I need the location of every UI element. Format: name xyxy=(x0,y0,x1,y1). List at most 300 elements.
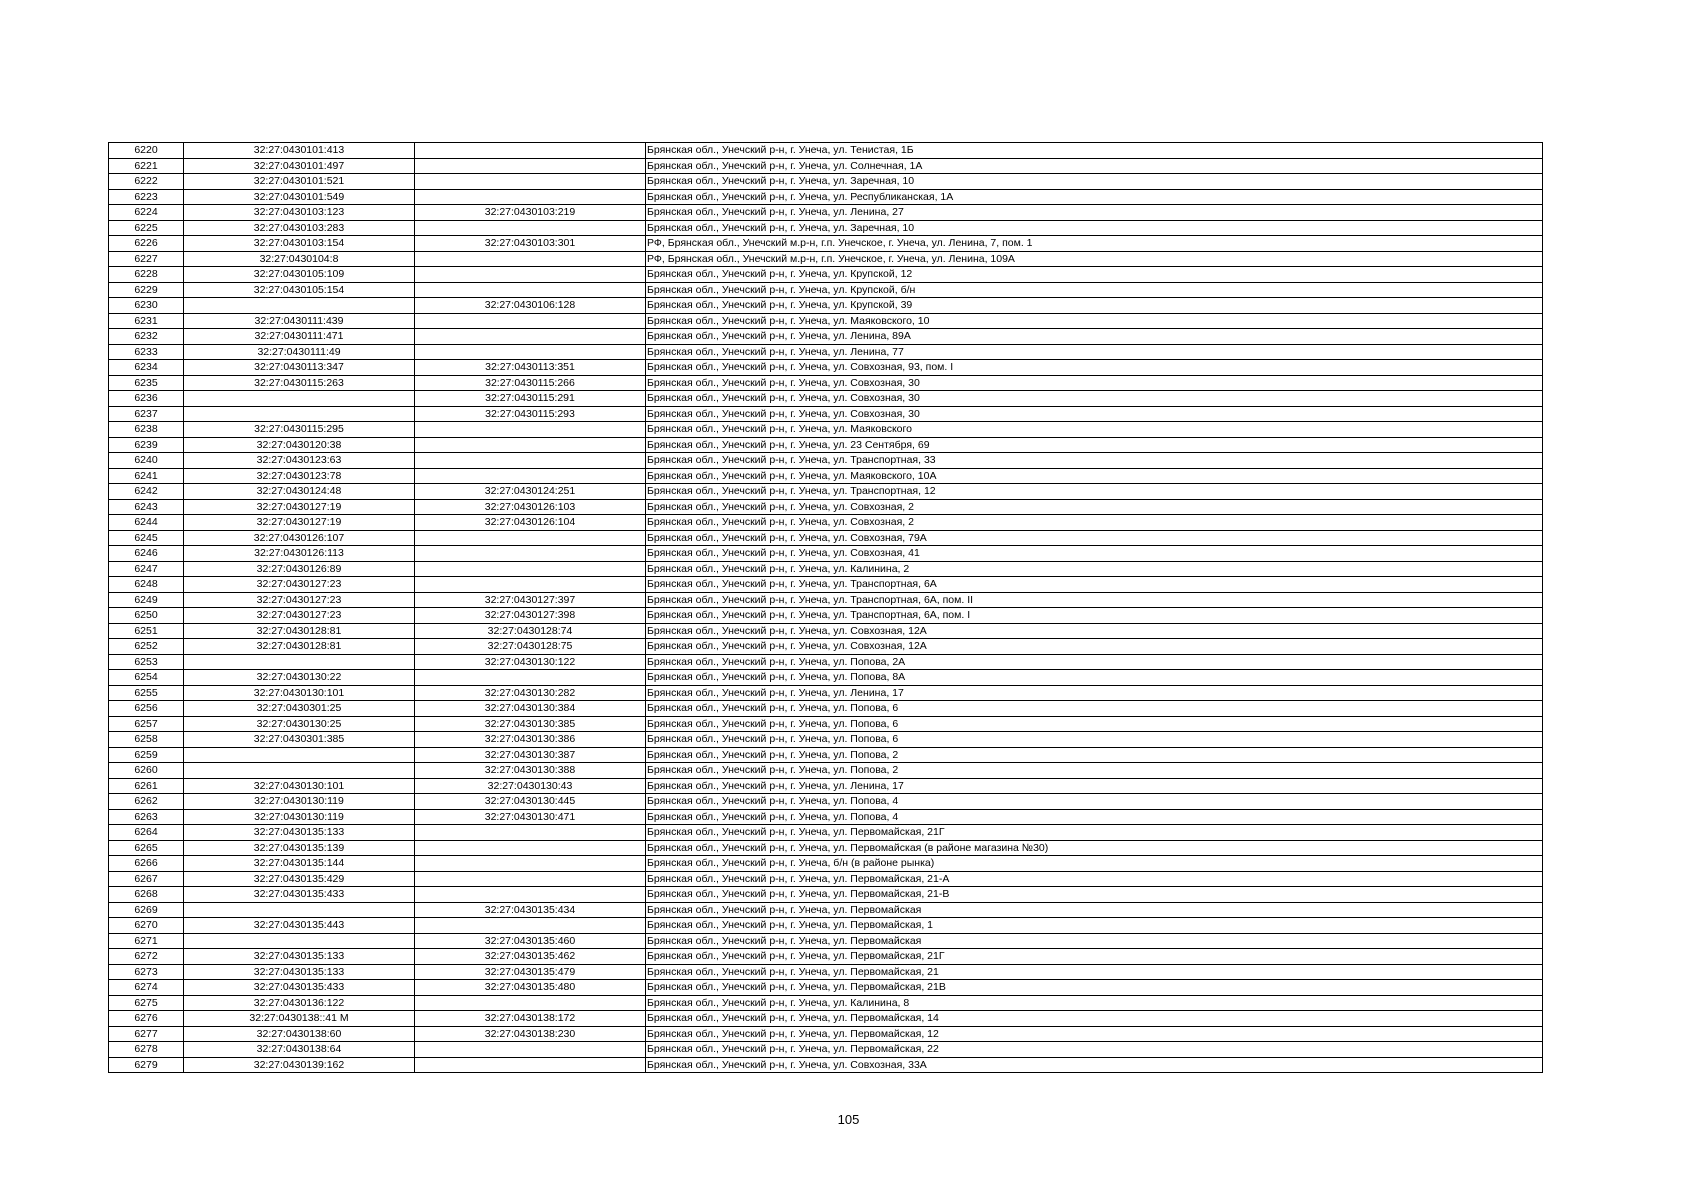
row-number-cell: 6273 xyxy=(109,964,184,980)
address-cell: Брянская обл., Унечский р-н, г. Унеча, ул. Маяковского, 10 xyxy=(646,313,1543,329)
table-row xyxy=(109,623,1543,639)
table-row xyxy=(109,918,1543,934)
related-cadastral-number-cell xyxy=(415,468,646,484)
related-cadastral-number-cell: 32:27:0430124:251 xyxy=(415,484,646,500)
related-cadastral-number-cell xyxy=(415,143,646,159)
address-cell: Брянская обл., Унечский р-н, г. Унеча, ул. Попова, 6 xyxy=(646,716,1543,732)
address-cell: Брянская обл., Унечский р-н, г. Унеча, ул. Первомайская xyxy=(646,902,1543,918)
related-cadastral-number-cell: 32:27:0430130:122 xyxy=(415,654,646,670)
related-cadastral-number-cell: 32:27:0430115:266 xyxy=(415,375,646,391)
related-cadastral-number-cell: 32:27:0430135:460 xyxy=(415,933,646,949)
address-cell: Брянская обл., Унечский р-н, г. Унеча, ул. Первомайская, 21-В xyxy=(646,887,1543,903)
row-number-cell: 6258 xyxy=(109,732,184,748)
table-row xyxy=(109,1011,1543,1027)
related-cadastral-number-cell xyxy=(415,995,646,1011)
row-number-cell: 6238 xyxy=(109,422,184,438)
related-cadastral-number-cell: 32:27:0430130:282 xyxy=(415,685,646,701)
table-row xyxy=(109,375,1543,391)
row-number-cell: 6243 xyxy=(109,499,184,515)
cadastral-number-cell: 32:27:0430135:133 xyxy=(184,949,415,965)
table-row xyxy=(109,546,1543,562)
address-cell: Брянская обл., Унечский р-н, г. Унеча, ул. Маяковского xyxy=(646,422,1543,438)
table-row xyxy=(109,856,1543,872)
related-cadastral-number-cell xyxy=(415,577,646,593)
cadastral-number-cell: 32:27:0430101:521 xyxy=(184,174,415,190)
cadastral-number-cell xyxy=(184,902,415,918)
cadastral-number-cell: 32:27:0430105:154 xyxy=(184,282,415,298)
address-cell: Брянская обл., Унечский р-н, г. Унеча, ул. Попова, 2 xyxy=(646,747,1543,763)
table-row xyxy=(109,468,1543,484)
row-number-cell: 6240 xyxy=(109,453,184,469)
related-cadastral-number-cell: 32:27:0430138:172 xyxy=(415,1011,646,1027)
table-row xyxy=(109,577,1543,593)
related-cadastral-number-cell xyxy=(415,422,646,438)
row-number-cell: 6272 xyxy=(109,949,184,965)
address-cell: Брянская обл., Унечский р-н, г. Унеча, ул. Совхозная, 93, пом. I xyxy=(646,360,1543,376)
related-cadastral-number-cell xyxy=(415,453,646,469)
register-table xyxy=(108,142,1543,1073)
table-row xyxy=(109,670,1543,686)
related-cadastral-number-cell: 32:27:0430103:301 xyxy=(415,236,646,252)
related-cadastral-number-cell: 32:27:0430115:291 xyxy=(415,391,646,407)
address-cell: Брянская обл., Унечский р-н, г. Унеча, ул. Первомайская, 14 xyxy=(646,1011,1543,1027)
address-cell: Брянская обл., Унечский р-н, г. Унеча, ул. Совхозная, 33А xyxy=(646,1057,1543,1073)
address-cell: Брянская обл., Унечский р-н, г. Унеча, ул. Транспортная, 12 xyxy=(646,484,1543,500)
row-number-cell: 6254 xyxy=(109,670,184,686)
address-cell: Брянская обл., Унечский р-н, г. Унеча, ул. Первомайская (в районе магазина №30) xyxy=(646,840,1543,856)
related-cadastral-number-cell: 32:27:0430130:445 xyxy=(415,794,646,810)
related-cadastral-number-cell xyxy=(415,282,646,298)
table-row xyxy=(109,592,1543,608)
related-cadastral-number-cell xyxy=(415,329,646,345)
related-cadastral-number-cell xyxy=(415,158,646,174)
table-row xyxy=(109,406,1543,422)
cadastral-number-cell: 32:27:0430135:133 xyxy=(184,825,415,841)
related-cadastral-number-cell xyxy=(415,251,646,267)
table-row xyxy=(109,887,1543,903)
row-number-cell: 6268 xyxy=(109,887,184,903)
address-cell: Брянская обл., Унечский р-н, г. Унеча, ул. Тенистая, 1Б xyxy=(646,143,1543,159)
related-cadastral-number-cell: 32:27:0430130:386 xyxy=(415,732,646,748)
address-cell: Брянская обл., Унечский р-н, г. Унеча, ул. Заречная, 10 xyxy=(646,174,1543,190)
table-row xyxy=(109,701,1543,717)
cadastral-number-cell: 32:27:0430130:22 xyxy=(184,670,415,686)
row-number-cell: 6250 xyxy=(109,608,184,624)
related-cadastral-number-cell xyxy=(415,670,646,686)
related-cadastral-number-cell xyxy=(415,1057,646,1073)
related-cadastral-number-cell xyxy=(415,313,646,329)
row-number-cell: 6264 xyxy=(109,825,184,841)
cadastral-number-cell: 32:27:0430111:49 xyxy=(184,344,415,360)
row-number-cell: 6275 xyxy=(109,995,184,1011)
table-row xyxy=(109,391,1543,407)
row-number-cell: 6247 xyxy=(109,561,184,577)
related-cadastral-number-cell: 32:27:0430103:219 xyxy=(415,205,646,221)
related-cadastral-number-cell: 32:27:0430135:479 xyxy=(415,964,646,980)
row-number-cell: 6279 xyxy=(109,1057,184,1073)
table-row xyxy=(109,1026,1543,1042)
row-number-cell: 6236 xyxy=(109,391,184,407)
cadastral-number-cell: 32:27:0430111:471 xyxy=(184,329,415,345)
table-row xyxy=(109,561,1543,577)
cadastral-number-cell xyxy=(184,406,415,422)
table-row xyxy=(109,825,1543,841)
cadastral-number-cell: 32:27:0430115:295 xyxy=(184,422,415,438)
related-cadastral-number-cell xyxy=(415,887,646,903)
row-number-cell: 6277 xyxy=(109,1026,184,1042)
cadastral-number-cell: 32:27:0430123:63 xyxy=(184,453,415,469)
cadastral-number-cell: 32:27:0430138:60 xyxy=(184,1026,415,1042)
address-cell: Брянская обл., Унечский р-н, г. Унеча, ул. Маяковского, 10А xyxy=(646,468,1543,484)
address-cell: Брянская обл., Унечский р-н, г. Унеча, ул. Первомайская, 12 xyxy=(646,1026,1543,1042)
related-cadastral-number-cell: 32:27:0430126:104 xyxy=(415,515,646,531)
row-number-cell: 6222 xyxy=(109,174,184,190)
address-cell: Брянская обл., Унечский р-н, г. Унеча, ул. Первомайская, 21Г xyxy=(646,949,1543,965)
address-cell: РФ, Брянская обл., Унечский м.р-н, г.п. Унечское, г. Унеча, ул. Ленина, 7, пом. 1 xyxy=(646,236,1543,252)
cadastral-number-cell: 32:27:0430126:89 xyxy=(184,561,415,577)
table-row xyxy=(109,220,1543,236)
cadastral-number-cell: 32:27:0430135:433 xyxy=(184,887,415,903)
related-cadastral-number-cell: 32:27:0430113:351 xyxy=(415,360,646,376)
related-cadastral-number-cell: 32:27:0430135:434 xyxy=(415,902,646,918)
table-row xyxy=(109,453,1543,469)
address-cell: Брянская обл., Унечский р-н, г. Унеча, ул. 23 Сентября, 69 xyxy=(646,437,1543,453)
address-cell: Брянская обл., Унечский р-н, г. Унеча, ул. Попова, 6 xyxy=(646,732,1543,748)
table-row xyxy=(109,639,1543,655)
address-cell: Брянская обл., Унечский р-н, г. Унеча, ул. Попова, 6 xyxy=(646,701,1543,717)
cadastral-number-cell: 32:27:0430130:101 xyxy=(184,685,415,701)
cadastral-number-cell xyxy=(184,933,415,949)
table-row xyxy=(109,143,1543,159)
address-cell: Брянская обл., Унечский р-н, г. Унеча, ул. Совхозная, 12А xyxy=(646,639,1543,655)
table-row xyxy=(109,437,1543,453)
cadastral-number-cell xyxy=(184,298,415,314)
cadastral-number-cell: 32:27:0430126:107 xyxy=(184,530,415,546)
table-row xyxy=(109,251,1543,267)
related-cadastral-number-cell xyxy=(415,174,646,190)
table-row xyxy=(109,949,1543,965)
related-cadastral-number-cell xyxy=(415,871,646,887)
cadastral-number-cell: 32:27:0430104:8 xyxy=(184,251,415,267)
table-row xyxy=(109,158,1543,174)
cadastral-number-cell: 32:27:0430101:549 xyxy=(184,189,415,205)
related-cadastral-number-cell: 32:27:0430128:75 xyxy=(415,639,646,655)
row-number-cell: 6261 xyxy=(109,778,184,794)
cadastral-number-cell: 32:27:0430135:429 xyxy=(184,871,415,887)
cadastral-number-cell: 32:27:0430138:64 xyxy=(184,1042,415,1058)
address-cell: Брянская обл., Унечский р-н, г. Унеча, ул. Совхозная, 30 xyxy=(646,375,1543,391)
address-cell: Брянская обл., Унечский р-н, г. Унеча, ул. Транспортная, 33 xyxy=(646,453,1543,469)
row-number-cell: 6252 xyxy=(109,639,184,655)
table-row xyxy=(109,747,1543,763)
related-cadastral-number-cell: 32:27:0430130:43 xyxy=(415,778,646,794)
address-cell: Брянская обл., Унечский р-н, г. Унеча, ул. Ленина, 17 xyxy=(646,685,1543,701)
address-cell: Брянская обл., Унечский р-н, г. Унеча, ул. Попова, 8А xyxy=(646,670,1543,686)
cadastral-number-cell: 32:27:0430301:385 xyxy=(184,732,415,748)
related-cadastral-number-cell: 32:27:0430130:388 xyxy=(415,763,646,779)
cadastral-number-cell: 32:27:0430127:23 xyxy=(184,608,415,624)
address-cell: Брянская обл., Унечский р-н, г. Унеча, ул. Заречная, 10 xyxy=(646,220,1543,236)
address-cell: Брянская обл., Унечский р-н, г. Унеча, ул. Транспортная, 6А, пом. II xyxy=(646,592,1543,608)
row-number-cell: 6251 xyxy=(109,623,184,639)
table-row xyxy=(109,1057,1543,1073)
table-row xyxy=(109,499,1543,515)
address-cell: Брянская обл., Унечский р-н, г. Унеча, ул. Первомайская xyxy=(646,933,1543,949)
address-cell: Брянская обл., Унечский р-н, г. Унеча, ул. Крупской, 12 xyxy=(646,267,1543,283)
table-row xyxy=(109,716,1543,732)
address-cell: Брянская обл., Унечский р-н, г. Унеча, ул. Крупской, 39 xyxy=(646,298,1543,314)
related-cadastral-number-cell: 32:27:0430127:398 xyxy=(415,608,646,624)
row-number-cell: 6256 xyxy=(109,701,184,717)
row-number-cell: 6226 xyxy=(109,236,184,252)
row-number-cell: 6246 xyxy=(109,546,184,562)
table-row xyxy=(109,809,1543,825)
related-cadastral-number-cell xyxy=(415,344,646,360)
address-cell: Брянская обл., Унечский р-н, г. Унеча, ул. Попова, 2 xyxy=(646,763,1543,779)
address-cell: Брянская обл., Унечский р-н, г. Унеча, ул. Калинина, 8 xyxy=(646,995,1543,1011)
row-number-cell: 6255 xyxy=(109,685,184,701)
table-row xyxy=(109,902,1543,918)
cadastral-number-cell: 32:27:0430128:81 xyxy=(184,623,415,639)
row-number-cell: 6260 xyxy=(109,763,184,779)
cadastral-number-cell xyxy=(184,391,415,407)
cadastral-number-cell: 32:27:0430138::41 М xyxy=(184,1011,415,1027)
related-cadastral-number-cell: 32:27:0430127:397 xyxy=(415,592,646,608)
address-cell: Брянская обл., Унечский р-н, г. Унеча, ул. Первомайская, 22 xyxy=(646,1042,1543,1058)
table-row xyxy=(109,685,1543,701)
cadastral-number-cell xyxy=(184,747,415,763)
table-row xyxy=(109,732,1543,748)
row-number-cell: 6270 xyxy=(109,918,184,934)
row-number-cell: 6224 xyxy=(109,205,184,221)
table-row xyxy=(109,174,1543,190)
cadastral-number-cell: 32:27:0430135:443 xyxy=(184,918,415,934)
cadastral-number-cell: 32:27:0430130:101 xyxy=(184,778,415,794)
related-cadastral-number-cell xyxy=(415,918,646,934)
row-number-cell: 6237 xyxy=(109,406,184,422)
register-table-body xyxy=(109,143,1543,1073)
related-cadastral-number-cell xyxy=(415,267,646,283)
table-row xyxy=(109,763,1543,779)
table-row xyxy=(109,344,1543,360)
address-cell: Брянская обл., Унечский р-н, г. Унеча, ул. Совхозная, 2 xyxy=(646,499,1543,515)
related-cadastral-number-cell: 32:27:0430135:462 xyxy=(415,949,646,965)
cadastral-number-cell: 32:27:0430111:439 xyxy=(184,313,415,329)
row-number-cell: 6229 xyxy=(109,282,184,298)
row-number-cell: 6235 xyxy=(109,375,184,391)
row-number-cell: 6259 xyxy=(109,747,184,763)
row-number-cell: 6231 xyxy=(109,313,184,329)
table-row xyxy=(109,205,1543,221)
row-number-cell: 6232 xyxy=(109,329,184,345)
row-number-cell: 6233 xyxy=(109,344,184,360)
related-cadastral-number-cell: 32:27:0430106:128 xyxy=(415,298,646,314)
table-row xyxy=(109,794,1543,810)
cadastral-number-cell: 32:27:0430301:25 xyxy=(184,701,415,717)
table-row xyxy=(109,654,1543,670)
row-number-cell: 6276 xyxy=(109,1011,184,1027)
address-cell: Брянская обл., Унечский р-н, г. Унеча, ул. Совхозная, 41 xyxy=(646,546,1543,562)
table-row xyxy=(109,267,1543,283)
row-number-cell: 6274 xyxy=(109,980,184,996)
cadastral-number-cell: 32:27:0430105:109 xyxy=(184,267,415,283)
related-cadastral-number-cell xyxy=(415,220,646,236)
table-row xyxy=(109,313,1543,329)
row-number-cell: 6271 xyxy=(109,933,184,949)
row-number-cell: 6230 xyxy=(109,298,184,314)
row-number-cell: 6221 xyxy=(109,158,184,174)
row-number-cell: 6227 xyxy=(109,251,184,267)
related-cadastral-number-cell: 32:27:0430130:471 xyxy=(415,809,646,825)
row-number-cell: 6278 xyxy=(109,1042,184,1058)
cadastral-number-cell: 32:27:0430130:25 xyxy=(184,716,415,732)
address-cell: Брянская обл., Унечский р-н, г. Унеча, ул. Ленина, 17 xyxy=(646,778,1543,794)
table-row xyxy=(109,840,1543,856)
row-number-cell: 6263 xyxy=(109,809,184,825)
row-number-cell: 6223 xyxy=(109,189,184,205)
row-number-cell: 6245 xyxy=(109,530,184,546)
address-cell: Брянская обл., Унечский р-н, г. Унеча, б/н (в районе рынка) xyxy=(646,856,1543,872)
cadastral-number-cell: 32:27:0430115:263 xyxy=(184,375,415,391)
cadastral-number-cell: 32:27:0430113:347 xyxy=(184,360,415,376)
address-cell: Брянская обл., Унечский р-н, г. Унеча, ул. Крупской, б/н xyxy=(646,282,1543,298)
address-cell: Брянская обл., Унечский р-н, г. Унеча, ул. Попова, 2А xyxy=(646,654,1543,670)
related-cadastral-number-cell xyxy=(415,437,646,453)
row-number-cell: 6220 xyxy=(109,143,184,159)
address-cell: Брянская обл., Унечский р-н, г. Унеча, ул. Первомайская, 21 xyxy=(646,964,1543,980)
cadastral-number-cell: 32:27:0430124:48 xyxy=(184,484,415,500)
row-number-cell: 6244 xyxy=(109,515,184,531)
address-cell: РФ, Брянская обл., Унечский м.р-н, г.п. Унечское, г. Унеча, ул. Ленина, 109А xyxy=(646,251,1543,267)
address-cell: Брянская обл., Унечский р-н, г. Унеча, ул. Совхозная, 30 xyxy=(646,406,1543,422)
address-cell: Брянская обл., Унечский р-н, г. Унеча, ул. Республиканская, 1А xyxy=(646,189,1543,205)
cadastral-number-cell: 32:27:0430136:122 xyxy=(184,995,415,1011)
cadastral-number-cell: 32:27:0430103:154 xyxy=(184,236,415,252)
address-cell: Брянская обл., Унечский р-н, г. Унеча, ул. Совхозная, 79А xyxy=(646,530,1543,546)
cadastral-number-cell: 32:27:0430130:119 xyxy=(184,809,415,825)
row-number-cell: 6266 xyxy=(109,856,184,872)
related-cadastral-number-cell xyxy=(415,856,646,872)
table-row xyxy=(109,360,1543,376)
table-row xyxy=(109,964,1543,980)
table-row xyxy=(109,933,1543,949)
address-cell: Брянская обл., Унечский р-н, г. Унеча, ул. Первомайская, 1 xyxy=(646,918,1543,934)
row-number-cell: 6248 xyxy=(109,577,184,593)
cadastral-number-cell: 32:27:0430135:433 xyxy=(184,980,415,996)
address-cell: Брянская обл., Унечский р-н, г. Унеча, ул. Калинина, 2 xyxy=(646,561,1543,577)
cadastral-number-cell: 32:27:0430127:23 xyxy=(184,577,415,593)
cadastral-number-cell: 32:27:0430135:139 xyxy=(184,840,415,856)
cadastral-number-cell: 32:27:0430127:23 xyxy=(184,592,415,608)
table-row xyxy=(109,189,1543,205)
table-row xyxy=(109,995,1543,1011)
related-cadastral-number-cell xyxy=(415,546,646,562)
table-row xyxy=(109,980,1543,996)
related-cadastral-number-cell xyxy=(415,561,646,577)
address-cell: Брянская обл., Унечский р-н, г. Унеча, ул. Первомайская, 21-А xyxy=(646,871,1543,887)
related-cadastral-number-cell xyxy=(415,530,646,546)
address-cell: Брянская обл., Унечский р-н, г. Унеча, ул. Транспортная, 6А, пом. I xyxy=(646,608,1543,624)
row-number-cell: 6265 xyxy=(109,840,184,856)
cadastral-number-cell: 32:27:0430135:144 xyxy=(184,856,415,872)
cadastral-number-cell: 32:27:0430135:133 xyxy=(184,964,415,980)
table-row xyxy=(109,871,1543,887)
table-row xyxy=(109,1042,1543,1058)
address-cell: Брянская обл., Унечский р-н, г. Унеча, ул. Попова, 4 xyxy=(646,809,1543,825)
cadastral-number-cell: 32:27:0430128:81 xyxy=(184,639,415,655)
cadastral-number-cell: 32:27:0430139:162 xyxy=(184,1057,415,1073)
related-cadastral-number-cell: 32:27:0430135:480 xyxy=(415,980,646,996)
address-cell: Брянская обл., Унечский р-н, г. Унеча, ул. Транспортная, 6А xyxy=(646,577,1543,593)
address-cell: Брянская обл., Унечский р-н, г. Унеча, ул. Ленина, 89А xyxy=(646,329,1543,345)
table-row xyxy=(109,530,1543,546)
cadastral-number-cell: 32:27:0430126:113 xyxy=(184,546,415,562)
page-number: 105 xyxy=(837,1112,860,1127)
related-cadastral-number-cell: 32:27:0430115:293 xyxy=(415,406,646,422)
table-row xyxy=(109,484,1543,500)
cadastral-number-cell: 32:27:0430130:119 xyxy=(184,794,415,810)
table-row xyxy=(109,282,1543,298)
cadastral-number-cell xyxy=(184,763,415,779)
row-number-cell: 6241 xyxy=(109,468,184,484)
row-number-cell: 6253 xyxy=(109,654,184,670)
related-cadastral-number-cell: 32:27:0430126:103 xyxy=(415,499,646,515)
row-number-cell: 6269 xyxy=(109,902,184,918)
document-sheet xyxy=(108,142,1542,1073)
cadastral-number-cell: 32:27:0430101:497 xyxy=(184,158,415,174)
cadastral-number-cell: 32:27:0430103:123 xyxy=(184,205,415,221)
row-number-cell: 6234 xyxy=(109,360,184,376)
row-number-cell: 6262 xyxy=(109,794,184,810)
address-cell: Брянская обл., Унечский р-н, г. Унеча, ул. Солнечная, 1А xyxy=(646,158,1543,174)
cadastral-number-cell: 32:27:0430127:19 xyxy=(184,499,415,515)
related-cadastral-number-cell: 32:27:0430130:385 xyxy=(415,716,646,732)
table-row xyxy=(109,329,1543,345)
table-row xyxy=(109,298,1543,314)
address-cell: Брянская обл., Унечский р-н, г. Унеча, ул. Попова, 4 xyxy=(646,794,1543,810)
address-cell: Брянская обл., Унечский р-н, г. Унеча, ул. Первомайская, 21Г xyxy=(646,825,1543,841)
cadastral-number-cell: 32:27:0430120:38 xyxy=(184,437,415,453)
row-number-cell: 6239 xyxy=(109,437,184,453)
related-cadastral-number-cell xyxy=(415,1042,646,1058)
address-cell: Брянская обл., Унечский р-н, г. Унеча, ул. Совхозная, 12А xyxy=(646,623,1543,639)
row-number-cell: 6225 xyxy=(109,220,184,236)
table-row xyxy=(109,236,1543,252)
cadastral-number-cell xyxy=(184,654,415,670)
related-cadastral-number-cell: 32:27:0430130:384 xyxy=(415,701,646,717)
related-cadastral-number-cell: 32:27:0430138:230 xyxy=(415,1026,646,1042)
related-cadastral-number-cell xyxy=(415,189,646,205)
related-cadastral-number-cell xyxy=(415,840,646,856)
row-number-cell: 6228 xyxy=(109,267,184,283)
cadastral-number-cell: 32:27:0430101:413 xyxy=(184,143,415,159)
cadastral-number-cell: 32:27:0430103:283 xyxy=(184,220,415,236)
row-number-cell: 6267 xyxy=(109,871,184,887)
cadastral-number-cell: 32:27:0430127:19 xyxy=(184,515,415,531)
related-cadastral-number-cell xyxy=(415,825,646,841)
cadastral-number-cell: 32:27:0430123:78 xyxy=(184,468,415,484)
address-cell: Брянская обл., Унечский р-н, г. Унеча, ул. Совхозная, 30 xyxy=(646,391,1543,407)
address-cell: Брянская обл., Унечский р-н, г. Унеча, ул. Ленина, 27 xyxy=(646,205,1543,221)
row-number-cell: 6257 xyxy=(109,716,184,732)
related-cadastral-number-cell: 32:27:0430130:387 xyxy=(415,747,646,763)
row-number-cell: 6242 xyxy=(109,484,184,500)
table-row xyxy=(109,422,1543,438)
address-cell: Брянская обл., Унечский р-н, г. Унеча, ул. Первомайская, 21В xyxy=(646,980,1543,996)
row-number-cell: 6249 xyxy=(109,592,184,608)
table-row xyxy=(109,608,1543,624)
address-cell: Брянская обл., Унечский р-н, г. Унеча, ул. Ленина, 77 xyxy=(646,344,1543,360)
